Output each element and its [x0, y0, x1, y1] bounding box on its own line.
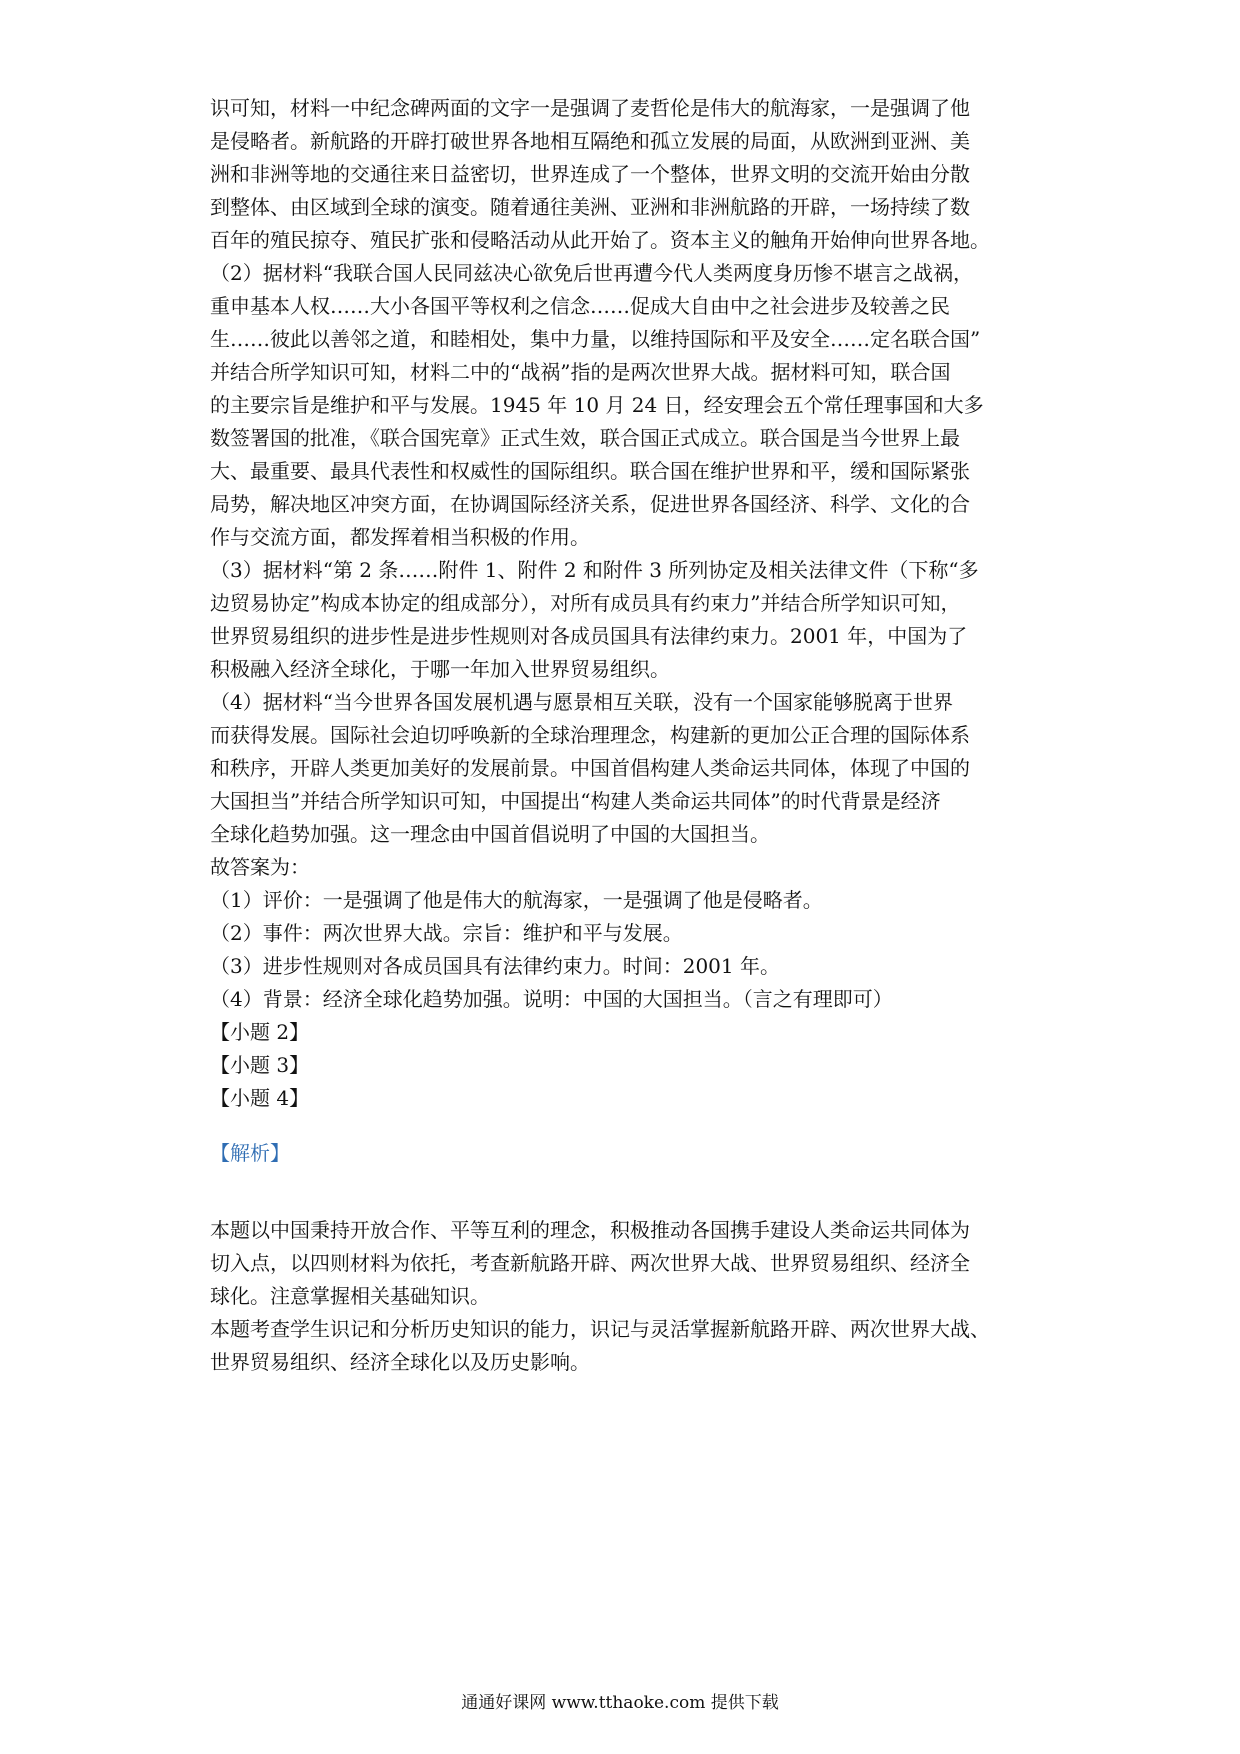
text-line: 本题以中国秉持开放合作、平等互利的理念，积极推动各国携手建设人类命运共同体为	[210, 1218, 970, 1242]
text-line: 识可知，材料一中纪念碑两面的文字一是强调了麦哲伦是伟大的航海家，一是强调了他	[210, 96, 970, 120]
text-line: 切入点，以四则材料为依托，考查新航路开辟、两次世界大战、世界贸易组织、经济全	[210, 1251, 970, 1275]
text-line: 大、最重要、最具代表性和权威性的国际组织。联合国在维护世界和平，缓和国际紧张	[210, 459, 970, 483]
answer-intro: 故答案为：	[210, 855, 310, 879]
spacer	[210, 1170, 1040, 1214]
text-line: 本题考查学生识记和分析历史知识的能力，识记与灵活掌握新航路开辟、两次世界大战、	[210, 1317, 990, 1341]
text-line: 球化。注意掌握相关基础知识。	[210, 1284, 490, 1308]
subquestion-label: 【小题 4】	[210, 1086, 310, 1110]
text-line: 的主要宗旨是维护和平与发展。1945 年 10 月 24 日，经安理会五个常任理事国和大多	[210, 393, 984, 417]
paragraph-3	[210, 554, 1040, 686]
footer-text: 通通好课网 www.tthaoke.com 提供下载	[461, 1693, 779, 1713]
text-line: （3）据材料“第 2 条……附件 1、附件 2 和附件 3 所列协定及相关法律文件（下称“多	[210, 558, 979, 582]
analysis-heading: 【解析】	[210, 1141, 290, 1165]
text-line: 世界贸易组织、经济全球化以及历史影响。	[210, 1350, 590, 1374]
paragraph-2	[210, 257, 1040, 554]
answer-block	[210, 851, 1040, 1016]
text-line: 局势，解决地区冲突方面，在协调国际经济关系，促进世界各国经济、科学、文化的合	[210, 492, 970, 516]
answer-item: （3）进步性规则对各成员国具有法律约束力。时间：2001 年。	[210, 954, 780, 978]
text-line: 并结合所学知识可知，材料二中的“战祸”指的是两次世界大战。据材料可知，联合国	[210, 360, 951, 384]
text-line: 边贸易协定”构成本协定的组成部分），对所有成员具有约束力”并结合所学知识可知，	[210, 591, 961, 615]
subquestion-label: 【小题 3】	[210, 1053, 310, 1077]
spacer	[210, 1115, 1040, 1137]
text-line: 世界贸易组织的进步性是进步性规则对各成员国具有法律约束力。2001 年，中国为了	[210, 624, 968, 648]
text-line: 大国担当”并结合所学知识可知，中国提出“构建人类命运共同体”的时代背景是经济	[210, 789, 941, 813]
text-line: 作与交流方面，都发挥着相当积极的作用。	[210, 525, 590, 549]
text-line: 洲和非洲等地的交通往来日益密切，世界连成了一个整体，世界文明的交流开始由分散	[210, 162, 970, 186]
subquestion-list	[210, 1016, 1040, 1115]
text-line: 百年的殖民掠夺、殖民扩张和侵略活动从此开始了。资本主义的触角开始伸向世界各地。	[210, 228, 990, 252]
text-line: 重申基本人权……大小各国平等权利之信念……促成大自由中之社会进步及较善之民	[210, 294, 950, 318]
text-line: 而获得发展。国际社会迫切呼唤新的全球治理理念，构建新的更加公正合理的国际体系	[210, 723, 970, 747]
analysis-paragraph-2	[210, 1313, 1040, 1379]
analysis-paragraph-1	[210, 1214, 1040, 1313]
text-line: 到整体、由区域到全球的演变。随着通往美洲、亚洲和非洲航路的开辟，一场持续了数	[210, 195, 970, 219]
answer-item: （1）评价：一是强调了他是伟大的航海家，一是强调了他是侵略者。	[210, 888, 823, 912]
text-line: （4）据材料“当今世界各国发展机遇与愿景相互关联，没有一个国家能够脱离于世界	[210, 690, 953, 714]
text-line: 是侵略者。新航路的开辟打破世界各地相互隔绝和孤立发展的局面，从欧洲到亚洲、美	[210, 129, 970, 153]
paragraph-4	[210, 686, 1040, 851]
answer-item: （4）背景：经济全球化趋势加强。说明：中国的大国担当。（言之有理即可）	[210, 987, 893, 1011]
text-line: 生……彼此以善邻之道，和睦相处，集中力量，以维持国际和平及安全……定名联合国”	[210, 327, 981, 351]
text-line: 全球化趋势加强。这一理念由中国首倡说明了中国的大国担当。	[210, 822, 770, 846]
text-line: 积极融入经济全球化，于哪一年加入世界贸易组织。	[210, 657, 670, 681]
answer-item: （2）事件：两次世界大战。宗旨：维护和平与发展。	[210, 921, 683, 945]
text-line: （2）据材料“我联合国人民同兹决心欲免后世再遭今代人类两度身历惨不堪言之战祸，	[210, 261, 973, 285]
text-line: 和秩序，开辟人类更加美好的发展前景。中国首倡构建人类命运共同体，体现了中国的	[210, 756, 970, 780]
subquestion-label: 【小题 2】	[210, 1020, 310, 1044]
document-content	[210, 92, 1040, 1379]
text-line: 数签署国的批准，《联合国宪章》正式生效，联合国正式成立。联合国是当今世界上最	[210, 426, 960, 450]
paragraph-1	[210, 92, 1040, 257]
